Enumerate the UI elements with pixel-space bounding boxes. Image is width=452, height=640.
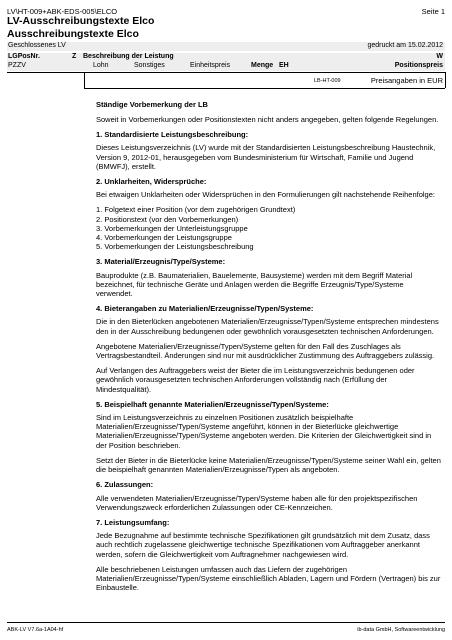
col-sonstiges: Sonstiges (134, 62, 165, 69)
status-text: Geschlossenes LV (8, 42, 66, 49)
paragraph: Jede Bezugnahme auf bestimmte technische Spezifikationen gilt grundsätzlich mit dem Zusatz, dass auch rechtlich zugelassene gleichwertige technische Spezifikationen vom Auftraggeber anerkannt werden, sofern die Gleichwertigkeit vom Auftragnehmer nachgewiesen wird. (96, 531, 430, 559)
paragraph: Bauprodukte (z.B. Baumaterialien, Bauelemente, Bausysteme) werden mit dem Begriff Material bezeichnet, für technische Geräte und Anlagen werden die Begriffe Erzeugnis/Type/Systeme verwendet. (96, 270, 413, 299)
section-title: Ständige Vorbemerkung der LB (96, 100, 208, 109)
paragraph: Alle beschriebenen Leistungen umfassen auch das Liefern der zugehörigen Materialien/Erzeugnisse/Typen/Systeme einschließlich Abladen, Lagern und Fördern (Vertragen) bis zur Einbaustelle. (96, 564, 441, 593)
section-heading: 4. Bieterangaben zu Materialien/Erzeugnisse/Typen/Systeme: (96, 304, 314, 314)
paragraph: Setzt der Bieter in die Bieterlücke keine Materialien/Erzeugnisse/Typen/Systeme seiner Wahl ein, gelten die beispielhaft genannten Materialien/Erzeugnisse/Typen als angeboten. (96, 455, 441, 475)
paragraph: Bei etwaigen Unklarheiten oder Widersprüchen in den Formulierungen gilt nachstehende Reihenfolge: (96, 190, 435, 200)
status-band (7, 42, 445, 51)
section-heading: 7. Leistungsumfang: (96, 517, 170, 527)
list-item: 3. Vorbemerkungen der Unterleistungsgruppe (96, 223, 248, 233)
footer-company: ib-data GmbH, Softwareentwicklung (357, 627, 445, 633)
section-heading: 1. Standardisierte Leistungsbeschreibung: (96, 130, 249, 140)
document-body (96, 115, 442, 598)
document-subtitle: Ausschreibungstexte Elco (7, 28, 139, 40)
col-einheitspreis: Einheitspreis (190, 62, 231, 69)
section-divider (84, 88, 445, 89)
section-code: LB-HT-009 (314, 78, 341, 84)
document-path: LV\HT-009+ABK-EDS-005\ELCO (7, 7, 118, 16)
column-header-row-2 (7, 62, 445, 71)
column-header-row-1 (7, 53, 445, 62)
paragraph: Auf Verlangen des Auftraggebers weist der Bieter die im Leistungsverzeichnis bedungenen oder gewöhnlich vorausgesetzten technischen Anforderungen vollständig nach (Erfüllung der Mindestqualität). (96, 366, 415, 394)
list-item: 5. Vorbemerkungen der Leistungsbeschreibung (96, 242, 254, 252)
footer-version: ABK-LV V7.6a-1A04-hf (7, 627, 64, 633)
paragraph: Angebotene Materialien/Erzeugnisse/Typen/Systeme gelten für den Fall des Zuschlages als Vertragsbestandteil. Änderungen sind nur mit ausdrücklicher Zustimmung des Auftraggebers zulässig. (96, 341, 435, 361)
paragraph: Alle verwendeten Materialien/Erzeugnisse/Typen/Systeme haben alle für den projektspezifischen Verwendungszweck erforderlichen Zulassungen oder CE-Kennzeichen. (96, 493, 418, 512)
section-right-border (445, 72, 446, 88)
paragraph: Sind im Leistungsverzeichnis zu einzelnen Positionen zusätzlich beispielhafte Materialien/Erzeugnisse/Typen/Systeme angeführt, können in der Bieterlücke gleichwertige Materialien/Erzeugnisse/Typen/Systeme angeboten werden. Die Kriterien der Gleichwertigkeit sind in der Position beschrieben. (96, 413, 432, 450)
paragraph: Die in den Bieterlücken angebotenen Materialien/Erzeugnisse/Typen/Systeme entsprechen mindestens den in der Ausschreibung bedungenen oder gewöhnlich vorausgesetzten technischen Anforderungen. (96, 317, 439, 336)
footer-divider (7, 622, 445, 623)
paragraph: Dieses Leistungsverzeichnis (LV) wurde mit der Standardisierten Leistungsbeschreibung Haustechnik, Version 9, 2012-01, herausgegeben vom Bundesministerium für Wirtschaft, Familie und Jugend (BMWFJ), erstellt. (96, 143, 436, 171)
section-heading: 3. Material/Erzeugnis/Type/Systeme: (96, 257, 226, 267)
col-w: W (436, 53, 443, 60)
section-heading: 6. Zulassungen: (96, 480, 154, 490)
currency-note: Preisangaben in EUR (370, 76, 443, 85)
paragraph: Soweit in Vorbemerkungen oder Positionstexten nicht anders angegeben, gelten folgende Regelungen. (96, 115, 439, 124)
col-eh: EH (279, 62, 289, 69)
document-title: LV-Ausschreibungstexte Elco (7, 15, 155, 27)
list-item: 4. Vorbemerkungen der Leistungsgruppe (96, 233, 232, 243)
section-left-border (84, 72, 85, 88)
section-header (84, 76, 445, 86)
col-pzzv: PZZV (8, 62, 26, 69)
col-positionspreis: Positionspreis (394, 62, 443, 69)
col-lohn: Lohn (93, 62, 109, 69)
list-item: 1. Folgetext einer Position (vor dem zugehörigen Grundtext) (96, 205, 296, 215)
list-item: 2. Positionstext (vor den Vorbemerkungen) (96, 214, 239, 224)
section-heading: 2. Unklarheiten, Widersprüche: (96, 177, 207, 187)
print-date: gedruckt am 15.02.2012 (367, 42, 443, 49)
page-number: Seite 1 (421, 7, 445, 16)
section-heading: 5. Beispielhaft genannte Materialien/Erzeugnisse/Typen/Systeme: (96, 399, 329, 409)
header-divider (7, 72, 445, 73)
col-menge: Menge (251, 62, 274, 69)
col-z: Z (72, 53, 77, 60)
col-beschreibung: Beschreibung der Leistung (83, 53, 174, 60)
col-lgposnr: LGPosNr. (8, 53, 40, 60)
